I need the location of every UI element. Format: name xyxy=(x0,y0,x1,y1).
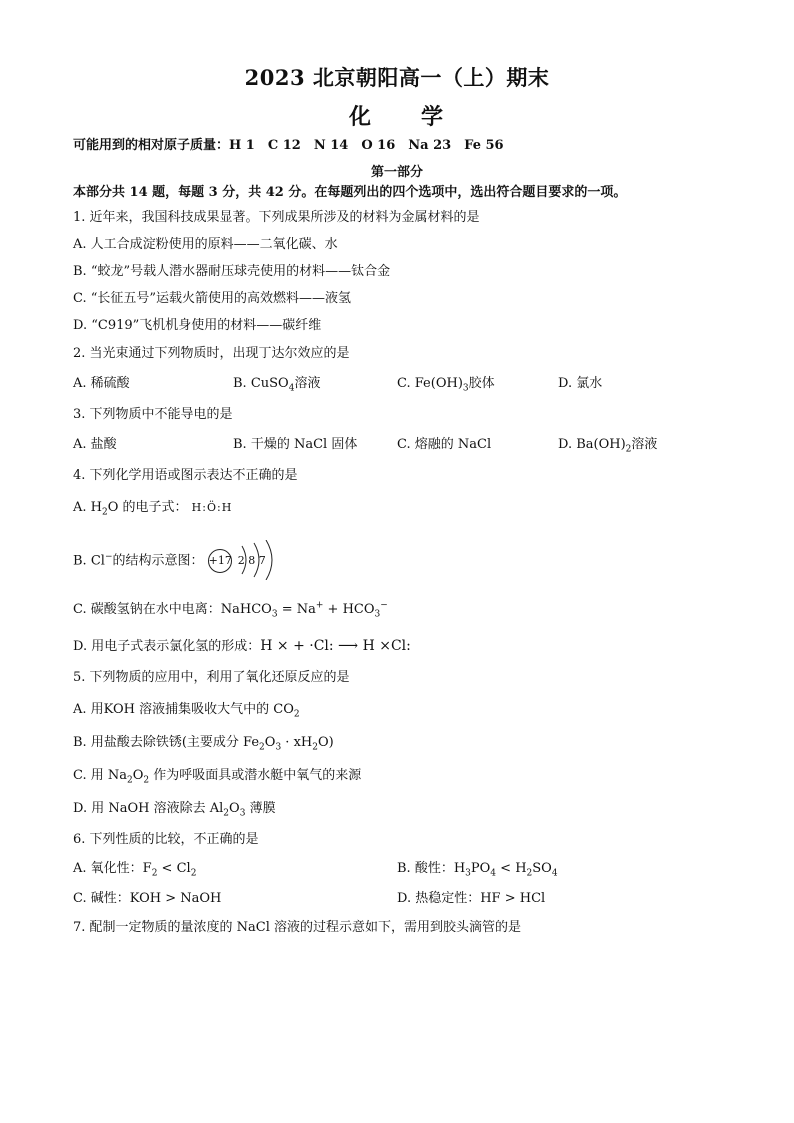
atomic-masses: 可能用到的相对原子质量：H 1 C 12 N 14 O 16 Na 23 Fe 56 xyxy=(73,138,504,153)
q2-option-d: D. 氯水 xyxy=(558,376,603,391)
q1-stem: 1. 近年来，我国科技成果显著。下列成果所涉及的材料为金属材料的是 xyxy=(73,210,480,225)
instructions: 本部分共 14 题，每题 3 分，共 42 分。在每题列出的四个选项中，选出符合题目要求的一项。 xyxy=(73,185,627,200)
q6-option-d: D. 热稳定性：HF > HCl xyxy=(397,891,546,906)
q4-option-b: B. Cl−的结构示意图： +17 2 8 7 xyxy=(73,548,288,575)
q3-option-c: C. 熔融的 NaCl xyxy=(397,437,492,452)
q4-option-a: A. $H_2O$ 的电子式： H:Ö:H xyxy=(73,500,233,518)
electron-shells-diagram xyxy=(236,548,288,574)
shell-electron-counts: 2 8 7 xyxy=(237,554,266,567)
q5-option-c: C. 用 $Na_2O_2$ 作为呼吸面具或潜水艇中氧气的来源 xyxy=(73,768,362,786)
part-heading: 第一部分 xyxy=(370,165,423,180)
nucleus-ring: +17 xyxy=(208,549,232,573)
q2-option-b: B. CuSO$_4$溶液 xyxy=(233,376,321,394)
q3-stem: 3. 下列物质中不能导电的是 xyxy=(73,407,233,422)
q4-option-d: D. 用电子式表示氯化氢的形成：H × + ·Cl: ⟶ H ×Cl: xyxy=(73,638,411,654)
q4-stem: 4. 下列化学用语或图示表达不正确的是 xyxy=(73,468,298,483)
q3-option-b: B. 干燥的 NaCl 固体 xyxy=(233,437,358,452)
q1-option-c: C. “长征五号”运载火箭使用的高效燃料——液氢 xyxy=(73,291,352,306)
q3-option-a: A. 盐酸 xyxy=(73,437,117,452)
q4-option-c: C. 碳酸氢钠在水中电离：NaHCO$_3$ = $Na^+ + HCO_3^-$ xyxy=(73,600,388,620)
subject-title: 化 学 xyxy=(348,104,445,130)
q6-option-c: C. 碱性：KOH > NaOH xyxy=(73,891,222,906)
q7-stem: 7. 配制一定物质的量浓度的 NaCl 溶液的过程示意如下，需用到胶头滴管的是 xyxy=(73,920,522,935)
q5-stem: 5. 下列物质的应用中，利用了氧化还原反应的是 xyxy=(73,670,350,685)
q6-stem: 6. 下列性质的比较，不正确的是 xyxy=(73,832,259,847)
q5-option-d: D. 用 NaOH 溶液除去 $Al_2O_3$ 薄膜 xyxy=(73,801,276,819)
q3-option-d: D. $Ba(OH)_2$溶液 xyxy=(558,437,658,455)
water-electron-formula: H:Ö:H xyxy=(191,501,233,514)
q1-option-b: B. “蛟龙”号载人潜水器耐压球壳使用的材料——钛合金 xyxy=(73,264,391,279)
q1-option-d: D. “C919”飞机机身使用的材料——碳纤维 xyxy=(73,318,322,333)
q2-stem: 2. 当光束通过下列物质时，出现丁达尔效应的是 xyxy=(73,346,350,361)
q2-option-c: C. $Fe(OH)_3$胶体 xyxy=(397,376,495,394)
exam-title: 2023 北京朝阳高一（上）期末 xyxy=(244,65,550,90)
hcl-formation-formula: H × + ·Cl: ⟶ H ×Cl: xyxy=(260,638,411,654)
q2-option-a: A. 稀硫酸 xyxy=(73,376,130,391)
q6-option-a: A. 氧化性：$F_2 < Cl_2$ xyxy=(73,861,197,879)
q5-option-b: B. 用盐酸去除铁锈(主要成分 $Fe_2O_3 \cdot xH_2O$) xyxy=(73,735,334,753)
q1-option-a: A. 人工合成淀粉使用的原料——二氧化碳、水 xyxy=(73,237,338,252)
q5-option-a: A. 用KOH 溶液捕集吸收大气中的 $CO_2$ xyxy=(73,702,300,720)
q6-option-b: B. 酸性：$H_3PO_4 < H_2SO_4$ xyxy=(397,861,558,879)
